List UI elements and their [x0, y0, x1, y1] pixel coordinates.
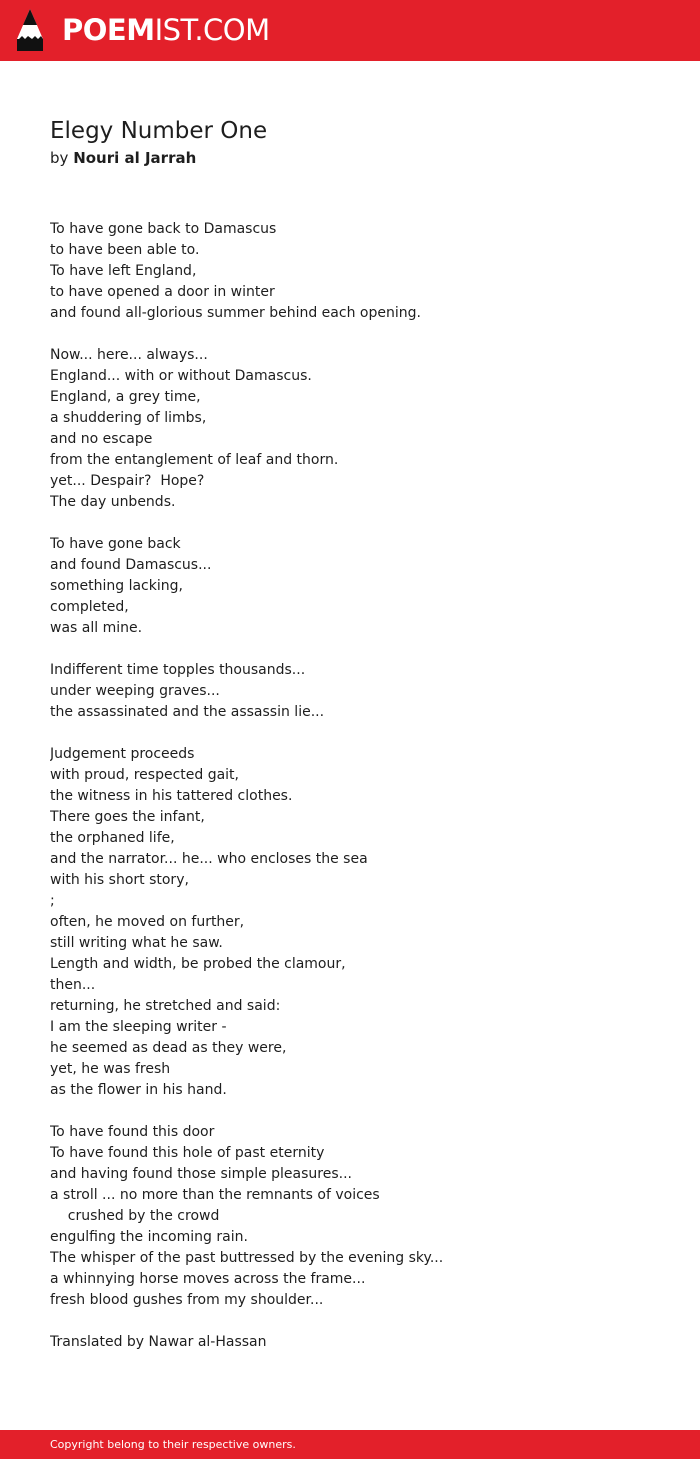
poem-line: often, he moved on further, — [50, 914, 245, 930]
poem-line: England, a grey time, — [50, 389, 201, 405]
poem-line: and having found those simple pleasures... — [50, 1166, 352, 1182]
poem-line: then... — [50, 977, 96, 993]
poem-line: and found Damascus... — [50, 557, 212, 573]
poem-line: the witness in his tattered clothes. — [50, 788, 293, 804]
poem-line: to have opened a door in winter — [50, 284, 275, 300]
brand-light: IST.COM — [154, 13, 270, 47]
poem-body — [50, 219, 670, 1353]
poem-line: Length and width, be probed the clamour, — [50, 956, 346, 972]
poem-line: was all mine. — [50, 620, 143, 636]
poem-line: engulfing the incoming rain. — [50, 1229, 248, 1245]
poem-line: The day unbends. — [50, 494, 176, 510]
poem-line: completed, — [50, 599, 129, 615]
poem-line: To have found this door — [50, 1124, 215, 1140]
poem-line: a stroll ... no more than the remnants of voices — [50, 1187, 380, 1203]
poem-line: and found all-glorious summer behind each opening. — [50, 305, 421, 321]
poem-line: and no escape — [50, 431, 153, 447]
poem-line: Judgement proceeds — [50, 746, 195, 762]
poem-line: something lacking, — [50, 578, 183, 594]
site-header — [0, 0, 700, 61]
poem-line: yet... Despair? Hope? — [50, 473, 205, 489]
poem-line: to have been able to. — [50, 242, 200, 258]
poem-line: with proud, respected gait, — [50, 767, 239, 783]
poem-line: Now... here... always... — [50, 347, 208, 363]
poem-line — [50, 1101, 670, 1122]
brand-bold: POEM — [62, 13, 155, 47]
poem-line: the assassinated and the assassin lie... — [50, 704, 325, 720]
poem-title: Elegy Number One — [50, 118, 268, 144]
poem-line: To have found this hole of past eternity — [50, 1145, 325, 1161]
poem-line: To have gone back to Damascus — [50, 221, 277, 237]
author-name[interactable]: Nouri al Jarrah — [73, 149, 197, 167]
poem-line: England... with or without Damascus. — [50, 368, 312, 384]
poem-line: To have left England, — [50, 263, 197, 279]
poem-line: from the entanglement of leaf and thorn. — [50, 452, 339, 468]
poem-line: a shuddering of limbs, — [50, 410, 207, 426]
poem-line: still writing what he saw. — [50, 935, 223, 951]
poem-line: To have gone back — [50, 536, 181, 552]
copyright-text: Copyright belong to their respective owners. — [50, 1438, 296, 1451]
by-prefix: by — [50, 149, 69, 167]
poem-line — [50, 639, 670, 660]
poem-line: I am the sleeping writer - — [50, 1019, 227, 1035]
poem-line: returning, he stretched and said: — [50, 998, 281, 1014]
poem-line: as the flower in his hand. — [50, 1082, 227, 1098]
poem-line: There goes the infant, — [50, 809, 205, 825]
poem-line: a whinnying horse moves across the frame... — [50, 1271, 366, 1287]
poem-line: Indifferent time topples thousands... — [50, 662, 306, 678]
poem-line — [50, 1311, 670, 1332]
poem-line: yet, he was fresh — [50, 1061, 171, 1077]
site-footer — [0, 1430, 700, 1459]
poem-line: under weeping graves... — [50, 683, 220, 699]
byline — [50, 148, 196, 168]
poem-line: he seemed as dead as they were, — [50, 1040, 287, 1056]
poem-line: and the narrator... he... who encloses the sea — [50, 851, 368, 867]
poem-line: ; — [50, 893, 55, 909]
pencil-tip-icon[interactable] — [17, 9, 43, 51]
poem-line: with his short story, — [50, 872, 189, 888]
poem-line — [50, 723, 670, 744]
poem-line — [50, 324, 670, 345]
poem-line: the orphaned life, — [50, 830, 175, 846]
poem-line — [50, 513, 670, 534]
poem-line: The whisper of the past buttressed by the evening sky... — [50, 1250, 444, 1266]
site-logo[interactable] — [62, 11, 270, 49]
poem-line: crushed by the crowd — [50, 1208, 220, 1224]
poem-line: Translated by Nawar al-Hassan — [50, 1334, 267, 1350]
poem-line: fresh blood gushes from my shoulder... — [50, 1292, 324, 1308]
